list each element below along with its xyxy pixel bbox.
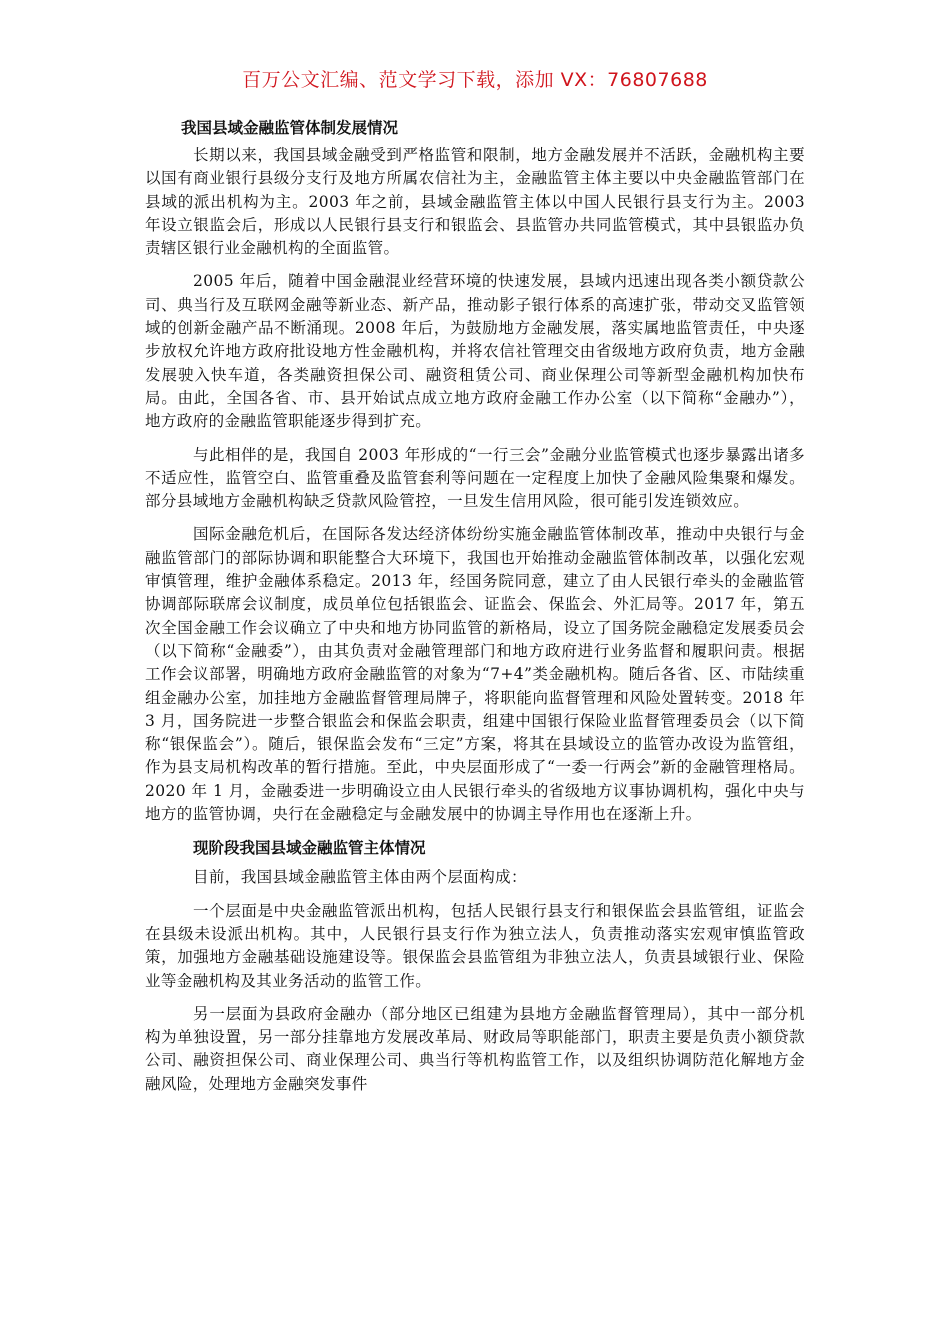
section-heading-1: 我国县域金融监管体制发展情况 [181,119,399,137]
document-body [145,116,805,1106]
watermark-banner: 百万公文汇编、范文学习下载，添加 VX：76807688 [242,69,708,91]
section-heading-2: 现阶段我国县域金融监管主体情况 [193,839,426,858]
paragraph: 国际金融危机后，在国际各发达经济体纷纷实施金融监管体制改革，推动中央银行与金融监管部门的部际协调和职能整合大环境下，我国也开始推动金融监管体制改革，以强化宏观审慎管理，维护金融体系稳定。2013 年，经国务院同意，建立了由人民银行牵头的金融监管协调部际联席会议制度，成员单位包括银监会、证监会、保监会、外汇局等。2017 年，第五次全国金融工作会议确立了中央和地方协同监管的新格局，设立了国务院金融稳定发展委员会（以下简称“金融委”），由其负责对金融管理部门和地方政府进行业务监督和履职问责。根据工作会议部署，明确地方政府金融监管的对象为“7+4”类金融机构。随后各省、区、市陆续重组金融办公室，加挂地方金融监督管理局牌子，将职能向监督管理和风险处置转变。2018 年 3 月，国务院进一步整合银监会和保监会职责，组建中国银行保险业监督管理委员会（以下简称“银保监会”）。随后，银保监会发布“三定”方案，将其在县域设立的监管办改设为监管组，作为县支局机构改革的暂行措施。至此，中央层面形成了“一委一行两会”新的金融管理格局。2020 年 1 月，金融委进一步明确设立由人民银行牵头的省级地方议事协调机构，强化中央与地方的监管协调，央行在金融稳定与金融发展中的协调主导作用也在逐渐上升。 [145,525,805,824]
paragraph: 长期以来，我国县域金融受到严格监管和限制，地方金融发展并不活跃，金融机构主要以国有商业银行县级分支行及地方所属农信社为主，金融监管主体主要以中央金融监管部门在县域的派出机构为主。2003 年之前，县域金融监管主体以中国人民银行县支行为主。2003 年设立银监会后，形成以人民银行县支行和银监会、县监管办共同监管模式，其中县银监办负责辖区银行业金融机构的全面监管。 [145,146,805,258]
paragraph: 另一层面为县政府金融办（部分地区已组建为县地方金融监督管理局），其中一部分机构为单独设置，另一部分挂靠地方发展改革局、财政局等职能部门，职责主要是负责小额贷款公司、融资担保公司、商业保理公司、典当行等机构监管工作，以及组织协调防范化解地方金融风险，处理地方金融突发事件 [145,1004,805,1093]
paragraph: 2005 年后，随着中国金融混业经营环境的快速发展，县域内迅速出现各类小额贷款公司、典当行及互联网金融等新业态、新产品，推动影子银行体系的高速扩张，带动交叉监管领域的创新金融产品不断涌现。2008 年后，为鼓励地方金融发展，落实属地监管责任，中央逐步放权允许地方政府批设地方性金融机构，并将农信社管理交由省级地方政府负责，地方金融发展驶入快车道，各类融资担保公司、融资租赁公司、商业保理公司等新型金融机构加快布局。由此，全国各省、市、县开始试点成立地方政府金融工作办公室（以下简称“金融办”），地方政府的金融监管职能逐步得到扩充。 [145,272,805,431]
paragraph: 一个层面是中央金融监管派出机构，包括人民银行县支行和银保监会县监管组，证监会在县级未设派出机构。其中，人民银行县支行作为独立法人，负责推动落实宏观审慎监管政策，加强地方金融基础设施建设等。银保监会县监管组为非独立法人，负责县域银行业、保险业等金融机构及其业务活动的监管工作。 [145,901,805,990]
paragraph: 目前，我国县域金融监管主体由两个层面构成： [193,868,527,887]
paragraph: 与此相伴的是，我国自 2003 年形成的“一行三会”金融分业监管模式也逐步暴露出诸多不适应性，监管空白、监管重叠及监管套利等问题在一定程度上加快了金融风险集聚和爆发。部分县域地方金融机构缺乏贷款风险管控，一旦发生信用风险，很可能引发连锁效应。 [145,445,805,511]
